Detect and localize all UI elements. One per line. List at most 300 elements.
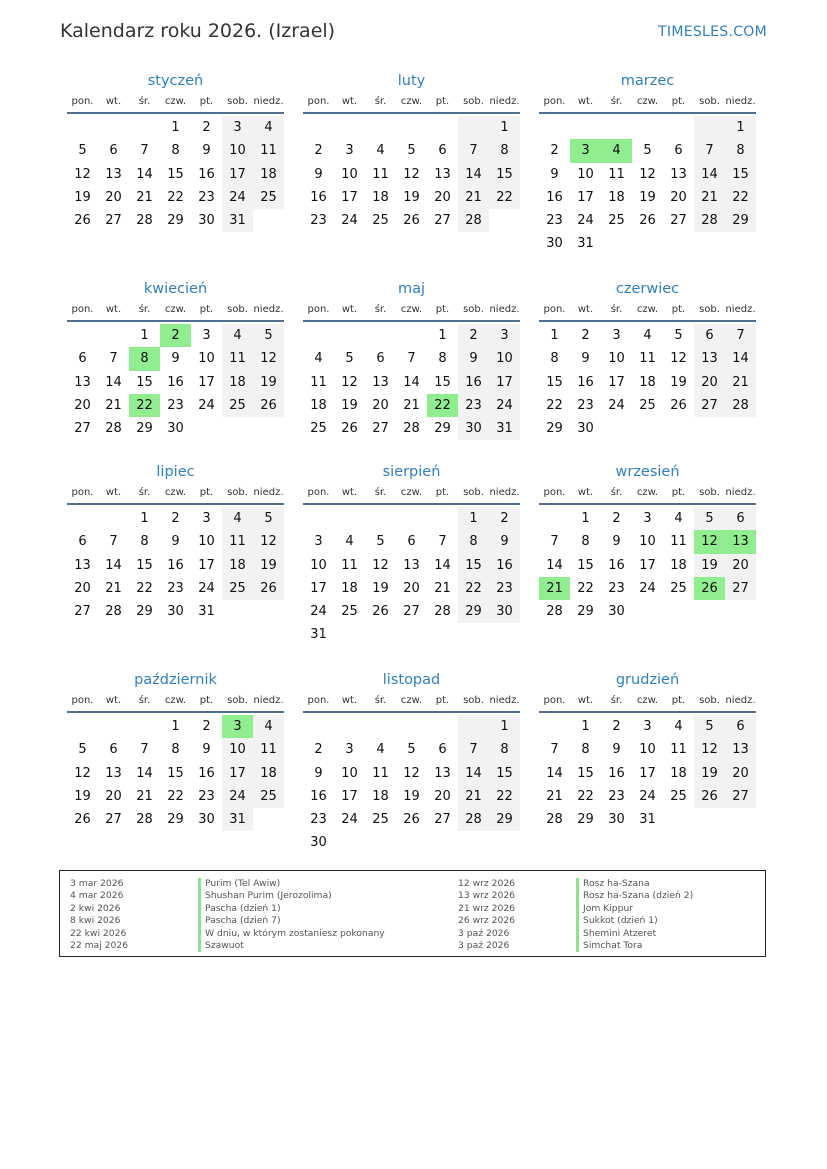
day-cell: 2 bbox=[550, 143, 559, 159]
holiday-day-cell: 26 bbox=[694, 577, 725, 600]
day-cell: 22 bbox=[136, 580, 153, 596]
empty-cell bbox=[67, 324, 98, 347]
day-cell: 6 bbox=[109, 143, 118, 159]
weekday-label: wt. bbox=[105, 304, 122, 315]
weekday-label: wt. bbox=[105, 487, 122, 498]
day-cell: 15 bbox=[489, 762, 520, 785]
day-cell: 23 bbox=[608, 580, 625, 596]
day-cell: 7 bbox=[438, 534, 447, 550]
day-cell: 11 bbox=[608, 166, 625, 182]
day-cell: 11 bbox=[341, 557, 358, 573]
holiday-day-cell: 12 bbox=[694, 530, 725, 553]
day-cell: 23 bbox=[310, 213, 327, 229]
day-cell: 14 bbox=[136, 166, 153, 182]
day-cell: 18 bbox=[310, 397, 327, 413]
empty-cell bbox=[632, 116, 663, 139]
day-cell: 20 bbox=[725, 554, 756, 577]
day-cell: 2 bbox=[612, 511, 621, 526]
day-cell: 11 bbox=[372, 765, 389, 781]
weekday-label: pt. bbox=[435, 304, 450, 315]
day-cell: 27 bbox=[403, 604, 420, 620]
empty-cell bbox=[458, 715, 489, 738]
month-name: wrzesień bbox=[615, 464, 680, 480]
day-grid bbox=[539, 324, 756, 440]
day-cell: 24 bbox=[489, 394, 520, 417]
weekday-label: pt. bbox=[435, 96, 450, 107]
day-cell: 9 bbox=[202, 742, 211, 758]
weekday-label: czw. bbox=[400, 487, 423, 498]
day-cell: 2 bbox=[202, 719, 211, 734]
day-cell: 13 bbox=[105, 765, 122, 781]
empty-cell bbox=[303, 715, 334, 738]
day-cell: 16 bbox=[608, 765, 625, 781]
day-cell: 14 bbox=[546, 765, 563, 781]
day-cell: 25 bbox=[253, 186, 284, 209]
day-cell: 7 bbox=[694, 139, 725, 162]
day-cell: 31 bbox=[198, 604, 215, 620]
day-cell: 8 bbox=[140, 534, 149, 550]
day-grid bbox=[539, 715, 756, 831]
day-cell: 23 bbox=[198, 788, 215, 804]
day-cell: 5 bbox=[376, 534, 385, 550]
holiday-dates-right bbox=[458, 878, 515, 952]
day-cell: 27 bbox=[434, 812, 451, 828]
day-cell: 17 bbox=[341, 788, 358, 804]
weekday-label: pt. bbox=[435, 695, 450, 706]
day-cell: 27 bbox=[105, 812, 122, 828]
weekday-label: pt. bbox=[435, 487, 450, 498]
day-cell: 30 bbox=[310, 835, 327, 851]
empty-cell bbox=[67, 507, 98, 530]
empty-cell bbox=[334, 507, 365, 530]
day-cell: 18 bbox=[639, 374, 656, 390]
day-cell: 6 bbox=[109, 742, 118, 758]
day-cell: 23 bbox=[167, 397, 184, 413]
day-cell: 19 bbox=[694, 554, 725, 577]
day-cell: 29 bbox=[725, 209, 756, 232]
day-cell: 8 bbox=[489, 139, 520, 162]
holiday-date: 8 kwi 2026 bbox=[70, 915, 121, 927]
weekday-label: pon. bbox=[71, 304, 94, 315]
day-cell: 10 bbox=[222, 738, 253, 761]
weekday-header bbox=[539, 300, 756, 320]
weekday-label: niedz. bbox=[725, 304, 756, 315]
day-cell: 29 bbox=[167, 213, 184, 229]
day-cell: 13 bbox=[434, 765, 451, 781]
weekday-label: śr. bbox=[374, 695, 387, 706]
day-cell: 7 bbox=[140, 742, 149, 758]
day-cell: 16 bbox=[458, 371, 489, 394]
empty-cell bbox=[334, 116, 365, 139]
day-cell: 31 bbox=[489, 417, 520, 440]
day-cell: 8 bbox=[171, 742, 180, 758]
day-cell: 18 bbox=[670, 557, 687, 573]
day-cell: 25 bbox=[222, 394, 253, 417]
weekday-header bbox=[303, 92, 520, 112]
holiday-day-cell: 21 bbox=[539, 577, 570, 600]
holiday-name: Purim (Tel Awiw) bbox=[198, 878, 385, 890]
weekday-label: czw. bbox=[400, 96, 423, 107]
day-cell: 3 bbox=[345, 742, 354, 758]
day-cell: 30 bbox=[577, 421, 594, 437]
day-cell: 28 bbox=[105, 421, 122, 437]
day-cell: 27 bbox=[434, 213, 451, 229]
day-cell: 27 bbox=[372, 421, 389, 437]
day-cell: 12 bbox=[670, 351, 687, 367]
holiday-date: 22 maj 2026 bbox=[70, 939, 129, 951]
day-cell: 23 bbox=[489, 577, 520, 600]
day-cell: 17 bbox=[310, 580, 327, 596]
holiday-name: Sukkot (dzień 1) bbox=[576, 915, 693, 927]
day-cell: 19 bbox=[403, 788, 420, 804]
header-rule bbox=[303, 503, 520, 505]
day-cell: 13 bbox=[694, 347, 725, 370]
day-cell: 2 bbox=[314, 143, 323, 159]
empty-cell bbox=[396, 324, 427, 347]
day-cell: 24 bbox=[198, 397, 215, 413]
day-grid bbox=[539, 116, 756, 256]
month-2 bbox=[303, 70, 520, 232]
weekday-label: pon. bbox=[543, 487, 566, 498]
day-cell: 19 bbox=[341, 397, 358, 413]
header-rule bbox=[67, 112, 284, 114]
holiday-list bbox=[59, 870, 766, 957]
holiday-date: 13 wrz 2026 bbox=[458, 890, 516, 902]
day-cell: 11 bbox=[670, 742, 687, 758]
empty-cell bbox=[396, 116, 427, 139]
month-name: kwiecień bbox=[143, 281, 208, 297]
weekday-header bbox=[67, 92, 284, 112]
weekday-label: sob. bbox=[463, 695, 484, 706]
holiday-date: 3 paź 2026 bbox=[458, 939, 510, 951]
weekday-label: sob. bbox=[227, 487, 248, 498]
day-cell: 22 bbox=[577, 788, 594, 804]
month-name: listopad bbox=[382, 672, 441, 688]
day-cell: 14 bbox=[105, 374, 122, 390]
day-cell: 15 bbox=[489, 163, 520, 186]
empty-cell bbox=[458, 116, 489, 139]
weekday-label: pon. bbox=[71, 487, 94, 498]
empty-cell bbox=[98, 507, 129, 530]
weekday-label: pt. bbox=[671, 695, 686, 706]
weekday-header bbox=[67, 300, 284, 320]
day-cell: 26 bbox=[403, 812, 420, 828]
holiday-day-cell: 3 bbox=[222, 715, 253, 738]
empty-cell bbox=[365, 507, 396, 530]
day-cell: 12 bbox=[639, 166, 656, 182]
weekday-label: pon. bbox=[543, 695, 566, 706]
day-cell: 4 bbox=[253, 715, 284, 738]
header-rule bbox=[539, 320, 756, 322]
day-grid bbox=[303, 116, 520, 232]
holiday-name: W dniu, w którym zostaniesz pokonany bbox=[198, 928, 385, 940]
empty-cell bbox=[98, 116, 129, 139]
day-cell: 3 bbox=[314, 534, 323, 550]
weekday-label: wt. bbox=[341, 304, 358, 315]
weekday-label: wt. bbox=[341, 487, 358, 498]
day-cell: 28 bbox=[546, 812, 563, 828]
day-cell: 29 bbox=[577, 604, 594, 620]
month-1 bbox=[67, 70, 284, 232]
day-cell: 6 bbox=[694, 324, 725, 347]
day-cell: 22 bbox=[167, 788, 184, 804]
empty-cell bbox=[570, 116, 601, 139]
day-cell: 26 bbox=[372, 604, 389, 620]
day-cell: 3 bbox=[643, 511, 652, 526]
day-cell: 4 bbox=[643, 328, 652, 343]
day-cell: 29 bbox=[434, 421, 451, 437]
empty-cell bbox=[427, 116, 458, 139]
day-cell: 2 bbox=[458, 324, 489, 347]
weekday-label: sob. bbox=[463, 304, 484, 315]
empty-cell bbox=[98, 324, 129, 347]
weekday-label: niedz. bbox=[489, 304, 520, 315]
day-grid bbox=[67, 324, 284, 440]
day-cell: 19 bbox=[403, 189, 420, 205]
day-cell: 18 bbox=[670, 765, 687, 781]
day-cell: 14 bbox=[434, 557, 451, 573]
day-cell: 5 bbox=[694, 507, 725, 530]
weekday-label: niedz. bbox=[725, 96, 756, 107]
day-cell: 14 bbox=[458, 163, 489, 186]
day-cell: 14 bbox=[136, 765, 153, 781]
day-cell: 18 bbox=[253, 762, 284, 785]
day-cell: 10 bbox=[341, 166, 358, 182]
day-cell: 18 bbox=[253, 163, 284, 186]
day-cell: 14 bbox=[694, 163, 725, 186]
day-cell: 25 bbox=[222, 577, 253, 600]
day-cell: 17 bbox=[341, 189, 358, 205]
weekday-label: pt. bbox=[199, 695, 214, 706]
day-cell: 7 bbox=[725, 324, 756, 347]
day-cell: 9 bbox=[314, 765, 323, 781]
day-cell: 14 bbox=[458, 762, 489, 785]
day-cell: 9 bbox=[458, 347, 489, 370]
day-cell: 15 bbox=[577, 557, 594, 573]
weekday-label: sob. bbox=[699, 487, 720, 498]
day-cell: 30 bbox=[458, 417, 489, 440]
weekday-header bbox=[539, 691, 756, 711]
day-cell: 31 bbox=[222, 209, 253, 232]
holiday-names-right bbox=[576, 878, 693, 952]
day-cell: 22 bbox=[725, 186, 756, 209]
day-cell: 21 bbox=[546, 788, 563, 804]
day-cell: 10 bbox=[639, 742, 656, 758]
weekday-label: wt. bbox=[341, 695, 358, 706]
day-cell: 18 bbox=[222, 371, 253, 394]
day-cell: 5 bbox=[674, 328, 683, 343]
day-cell: 24 bbox=[222, 785, 253, 808]
day-cell: 30 bbox=[489, 600, 520, 623]
day-cell: 29 bbox=[167, 812, 184, 828]
day-cell: 8 bbox=[438, 351, 447, 367]
day-cell: 19 bbox=[74, 788, 91, 804]
weekday-label: śr. bbox=[138, 695, 151, 706]
day-cell: 5 bbox=[407, 742, 416, 758]
day-cell: 24 bbox=[310, 604, 327, 620]
month-name: luty bbox=[397, 73, 426, 89]
month-7 bbox=[67, 461, 284, 623]
day-cell: 20 bbox=[725, 762, 756, 785]
weekday-label: wt. bbox=[577, 487, 594, 498]
day-cell: 30 bbox=[167, 604, 184, 620]
day-cell: 26 bbox=[403, 213, 420, 229]
day-cell: 21 bbox=[434, 580, 451, 596]
day-cell: 20 bbox=[403, 580, 420, 596]
weekday-label: sob. bbox=[227, 96, 248, 107]
weekday-label: pon. bbox=[543, 304, 566, 315]
day-cell: 16 bbox=[546, 189, 563, 205]
weekday-label: wt. bbox=[105, 695, 122, 706]
day-cell: 3 bbox=[202, 328, 211, 343]
brand-link[interactable]: TIMESLES.COM bbox=[658, 24, 767, 40]
day-cell: 16 bbox=[577, 374, 594, 390]
weekday-label: niedz. bbox=[253, 304, 284, 315]
holiday-name: Rosz ha-Szana (dzień 2) bbox=[576, 890, 693, 902]
day-cell: 22 bbox=[577, 580, 594, 596]
day-cell: 20 bbox=[74, 580, 91, 596]
day-cell: 27 bbox=[670, 213, 687, 229]
day-cell: 26 bbox=[639, 213, 656, 229]
day-cell: 23 bbox=[310, 812, 327, 828]
weekday-label: śr. bbox=[610, 304, 623, 315]
day-cell: 6 bbox=[78, 351, 87, 367]
weekday-label: śr. bbox=[138, 487, 151, 498]
day-cell: 20 bbox=[434, 788, 451, 804]
holiday-day-cell: 13 bbox=[725, 530, 756, 553]
day-cell: 7 bbox=[109, 351, 118, 367]
empty-cell bbox=[694, 116, 725, 139]
weekday-label: pon. bbox=[307, 96, 330, 107]
day-cell: 23 bbox=[546, 213, 563, 229]
day-cell: 28 bbox=[105, 604, 122, 620]
day-cell: 18 bbox=[608, 189, 625, 205]
month-11 bbox=[303, 669, 520, 855]
holiday-date: 12 wrz 2026 bbox=[458, 878, 516, 889]
day-cell: 26 bbox=[253, 577, 284, 600]
day-cell: 1 bbox=[489, 715, 520, 738]
empty-cell bbox=[365, 116, 396, 139]
day-cell: 15 bbox=[167, 765, 184, 781]
empty-cell bbox=[539, 715, 570, 738]
day-cell: 16 bbox=[198, 765, 215, 781]
weekday-label: pon. bbox=[71, 96, 94, 107]
day-cell: 5 bbox=[407, 143, 416, 159]
day-cell: 8 bbox=[550, 351, 559, 367]
day-cell: 2 bbox=[202, 120, 211, 135]
day-cell: 19 bbox=[372, 580, 389, 596]
month-name: maj bbox=[397, 281, 426, 297]
day-cell: 4 bbox=[345, 534, 354, 550]
month-name: marzec bbox=[620, 73, 675, 89]
day-cell: 12 bbox=[253, 530, 284, 553]
weekday-label: czw. bbox=[164, 96, 187, 107]
day-cell: 1 bbox=[171, 120, 180, 135]
day-cell: 16 bbox=[167, 374, 184, 390]
day-cell: 11 bbox=[372, 166, 389, 182]
day-cell: 9 bbox=[171, 351, 180, 367]
holiday-name: Pascha (dzień 7) bbox=[198, 915, 385, 927]
day-cell: 12 bbox=[253, 347, 284, 370]
day-grid bbox=[67, 507, 284, 623]
weekday-label: śr. bbox=[610, 695, 623, 706]
weekday-header bbox=[303, 300, 520, 320]
empty-cell bbox=[427, 507, 458, 530]
day-cell: 13 bbox=[670, 166, 687, 182]
weekday-label: sob. bbox=[699, 304, 720, 315]
day-cell: 3 bbox=[202, 511, 211, 526]
day-cell: 21 bbox=[403, 397, 420, 413]
day-cell: 19 bbox=[253, 554, 284, 577]
header-rule bbox=[539, 112, 756, 114]
day-cell: 20 bbox=[694, 371, 725, 394]
day-cell: 12 bbox=[694, 738, 725, 761]
day-cell: 4 bbox=[674, 719, 683, 734]
holiday-name: Rosz ha-Szana bbox=[576, 878, 693, 890]
day-cell: 12 bbox=[341, 374, 358, 390]
day-cell: 9 bbox=[581, 351, 590, 367]
day-cell: 5 bbox=[643, 143, 652, 159]
weekday-label: czw. bbox=[636, 304, 659, 315]
day-cell: 4 bbox=[253, 116, 284, 139]
day-cell: 13 bbox=[74, 557, 91, 573]
weekday-label: śr. bbox=[610, 487, 623, 498]
holiday-date: 2 kwi 2026 bbox=[70, 902, 121, 914]
weekday-label: śr. bbox=[138, 96, 151, 107]
weekday-label: pt. bbox=[199, 304, 214, 315]
page-title: Kalendarz roku 2026. (Izrael) bbox=[60, 20, 336, 42]
weekday-label: wt. bbox=[577, 96, 594, 107]
empty-cell bbox=[67, 116, 98, 139]
weekday-label: pt. bbox=[671, 487, 686, 498]
day-cell: 4 bbox=[222, 507, 253, 530]
day-cell: 12 bbox=[372, 557, 389, 573]
day-cell: 2 bbox=[581, 328, 590, 343]
day-cell: 23 bbox=[577, 397, 594, 413]
weekday-label: czw. bbox=[164, 304, 187, 315]
empty-cell bbox=[601, 116, 632, 139]
weekday-label: czw. bbox=[400, 695, 423, 706]
day-cell: 11 bbox=[222, 530, 253, 553]
day-cell: 13 bbox=[74, 374, 91, 390]
day-cell: 15 bbox=[434, 374, 451, 390]
day-cell: 13 bbox=[434, 166, 451, 182]
month-name: październik bbox=[134, 672, 217, 688]
day-cell: 18 bbox=[222, 554, 253, 577]
weekday-label: sob. bbox=[699, 695, 720, 706]
weekday-header bbox=[67, 691, 284, 711]
day-cell: 1 bbox=[140, 328, 149, 343]
day-cell: 6 bbox=[376, 351, 385, 367]
day-cell: 28 bbox=[403, 421, 420, 437]
day-cell: 26 bbox=[74, 812, 91, 828]
weekday-label: sob. bbox=[463, 96, 484, 107]
holiday-day-cell: 4 bbox=[601, 139, 632, 162]
day-cell: 4 bbox=[376, 742, 385, 758]
day-cell: 1 bbox=[458, 507, 489, 530]
holiday-day-cell: 3 bbox=[570, 139, 601, 162]
empty-cell bbox=[98, 715, 129, 738]
day-cell: 2 bbox=[314, 742, 323, 758]
day-cell: 30 bbox=[198, 213, 215, 229]
weekday-label: sob. bbox=[463, 487, 484, 498]
day-cell: 28 bbox=[546, 604, 563, 620]
day-cell: 25 bbox=[670, 788, 687, 804]
weekday-label: czw. bbox=[164, 695, 187, 706]
day-cell: 11 bbox=[253, 738, 284, 761]
weekday-label: śr. bbox=[374, 487, 387, 498]
day-cell: 19 bbox=[694, 762, 725, 785]
